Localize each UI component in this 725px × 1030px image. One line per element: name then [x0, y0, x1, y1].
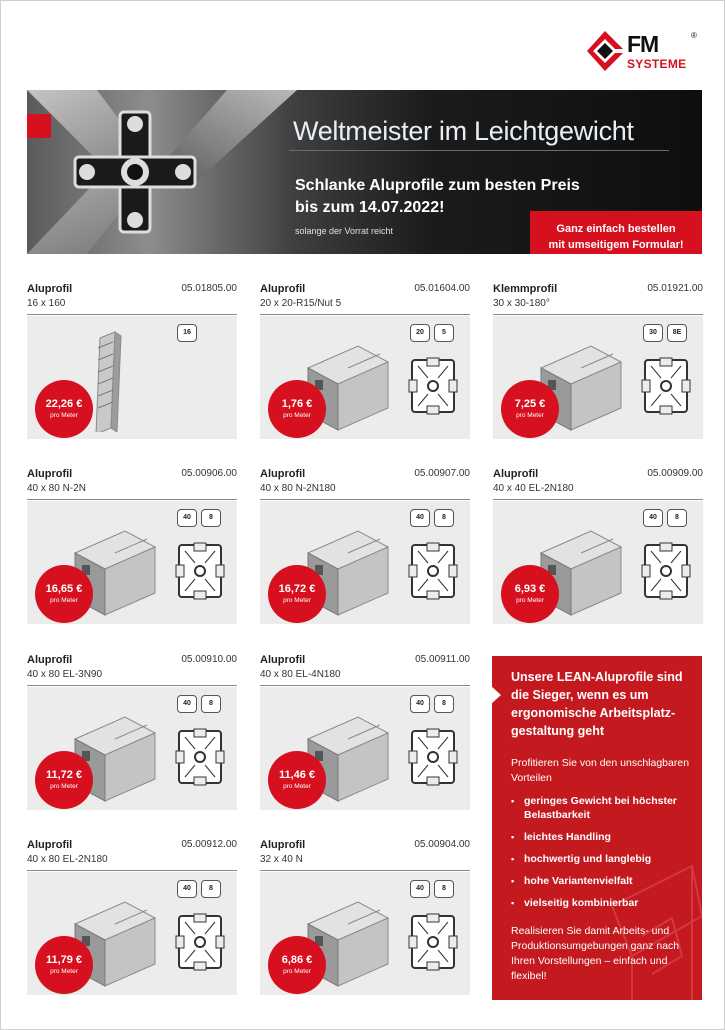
product-dimensions: 16 x 160 [27, 298, 66, 309]
panel-headline: Unsere LEAN-Aluprofile sind die Sieger, wenn es um ergonomische Arbeitsplatz-gestaltung geht [511, 670, 683, 738]
product-divider [27, 870, 237, 871]
product-image-area [260, 501, 470, 624]
spec-icons [643, 509, 699, 529]
product-card [260, 839, 470, 995]
spec-icon: 8 [434, 509, 454, 527]
product-divider [27, 499, 237, 500]
order-cta-box[interactable] [530, 211, 702, 254]
banner-subtitle-line2: bis zum 14.07.2022! [295, 199, 445, 216]
price-unit: pro Meter [516, 412, 544, 419]
benefit-item: ▪ hohe Variantenvielfalt [511, 874, 696, 888]
aluminium-profile-photo [27, 90, 297, 254]
spec-icons [177, 324, 233, 344]
spec-icon: 20 [410, 324, 430, 342]
product-card [260, 468, 470, 624]
spec-icons [643, 324, 699, 344]
product-divider [493, 499, 703, 500]
benefit-item: ▪ leichtes Handling [511, 830, 696, 844]
product-image-area [27, 872, 237, 995]
profile-cross-section-image [639, 356, 693, 416]
product-dimensions: 40 x 80 N-2N180 [260, 483, 336, 494]
product-card [260, 283, 470, 439]
spec-icon: 30 [643, 324, 663, 342]
product-name: Aluprofil [27, 839, 73, 851]
spec-icons [410, 695, 466, 715]
benefit-list [511, 794, 696, 918]
benefit-item: ▪ geringes Gewicht bei höchster Belastbarkeit [511, 794, 696, 822]
price-unit: pro Meter [50, 783, 78, 790]
product-name: Aluprofil [260, 839, 306, 851]
spec-icons [177, 695, 233, 715]
spec-icon: 5 [434, 324, 454, 342]
spec-icons [177, 509, 233, 529]
price-value: 16,65 € [45, 583, 83, 595]
banner-note: solange der Vorrat reicht [295, 226, 394, 236]
price-badge [35, 380, 93, 438]
product-article-number: 05.00904.00 [414, 839, 470, 850]
product-card [260, 654, 470, 810]
product-image-area [27, 687, 237, 810]
spec-icon: 16 [177, 324, 197, 342]
product-image-area [493, 316, 703, 439]
spec-icon: 8 [434, 880, 454, 898]
product-card [493, 283, 703, 439]
price-unit: pro Meter [516, 597, 544, 604]
cta-line2: mit umseitigem Formular! [548, 239, 684, 251]
profile-cross-section-image [639, 541, 693, 601]
price-value: 16,72 € [278, 583, 316, 595]
product-image-area [493, 501, 703, 624]
product-name: Aluprofil [27, 283, 73, 295]
profile-cross-section-image [406, 727, 460, 787]
product-divider [260, 685, 470, 686]
price-value: 11,46 € [278, 769, 316, 781]
price-unit: pro Meter [50, 412, 78, 419]
product-card [27, 839, 237, 995]
product-divider [27, 314, 237, 315]
product-divider [493, 314, 703, 315]
product-article-number: 05.00906.00 [181, 468, 237, 479]
spec-icon: 40 [177, 509, 197, 527]
price-badge [35, 936, 93, 994]
product-name: Klemmprofil [493, 283, 558, 295]
price-badge [268, 380, 326, 438]
product-divider [260, 499, 470, 500]
price-badge [268, 751, 326, 809]
price-value: 22,26 € [45, 398, 83, 410]
product-dimensions: 40 x 80 EL-2N180 [27, 854, 108, 865]
product-image-area [260, 872, 470, 995]
product-article-number: 05.01604.00 [414, 283, 470, 294]
product-dimensions: 40 x 40 EL-2N180 [493, 483, 574, 494]
price-badge [501, 380, 559, 438]
panel-intro: Profitieren Sie von den unschlagbaren Vorteilen [511, 757, 690, 784]
product-name: Aluprofil [27, 468, 73, 480]
product-image-area [260, 687, 470, 810]
product-name: Aluprofil [260, 468, 306, 480]
product-dimensions: 40 x 80 N-2N [27, 483, 86, 494]
fm-systeme-logo [585, 27, 705, 77]
spec-icons [410, 509, 466, 529]
product-article-number: 05.00911.00 [415, 654, 470, 665]
price-unit: pro Meter [283, 597, 311, 604]
product-divider [27, 685, 237, 686]
spec-icon: 40 [410, 695, 430, 713]
product-card [27, 468, 237, 624]
product-name: Aluprofil [27, 654, 73, 666]
spec-icon: 8 [667, 509, 687, 527]
profile-cross-section-image [173, 912, 227, 972]
fm-logo-mark-icon [585, 29, 625, 73]
product-dimensions: 40 x 80 EL-4N180 [260, 669, 341, 680]
product-name: Aluprofil [260, 654, 306, 666]
spec-icon: 40 [177, 695, 197, 713]
red-accent-square [27, 114, 51, 138]
product-article-number: 05.00910.00 [181, 654, 237, 665]
product-image-area [27, 501, 237, 624]
product-image-area [260, 316, 470, 439]
panel-arrow-icon [492, 686, 501, 704]
hero-banner [27, 90, 702, 254]
price-unit: pro Meter [283, 412, 311, 419]
product-article-number: 05.00909.00 [647, 468, 703, 479]
logo-systeme-text: SYSTEME [627, 57, 687, 71]
profile-cross-section-image [173, 727, 227, 787]
product-name: Aluprofil [260, 283, 306, 295]
product-article-number: 05.01805.00 [181, 283, 237, 294]
price-value: 11,79 € [45, 954, 83, 966]
spec-icon: 8 [201, 880, 221, 898]
panel-closing-text: Realisieren Sie damit Arbeits- und Produktionsumgebungen ganz nach Ihren Vorstellungen – einfach und flexibel! [511, 925, 680, 982]
spec-icon: 8 [201, 695, 221, 713]
spec-icons [177, 880, 233, 900]
banner-title: Weltmeister im Leichtgewicht [293, 116, 634, 146]
price-badge [35, 565, 93, 623]
price-unit: pro Meter [50, 597, 78, 604]
product-article-number: 05.00912.00 [181, 839, 237, 850]
product-article-number: 05.01921.00 [647, 283, 703, 294]
price-value: 6,93 € [514, 583, 546, 595]
banner-subtitle-line1: Schlanke Aluprofile zum besten Preis [295, 177, 580, 194]
product-image-area [27, 316, 237, 439]
banner-divider [289, 150, 669, 151]
price-unit: pro Meter [283, 783, 311, 790]
profile-cross-section-image [406, 912, 460, 972]
spec-icon: 8E [667, 324, 687, 342]
product-dimensions: 30 x 30-180° [493, 298, 550, 309]
price-value: 1,76 € [281, 398, 313, 410]
price-badge [268, 565, 326, 623]
product-dimensions: 32 x 40 N [260, 854, 303, 865]
product-divider [260, 314, 470, 315]
spec-icon: 40 [177, 880, 197, 898]
price-value: 6,86 € [281, 954, 313, 966]
product-dimensions: 20 x 20-R15/Nut 5 [260, 298, 342, 309]
profile-cross-section-image [406, 356, 460, 416]
product-card [493, 468, 703, 624]
price-badge [501, 565, 559, 623]
spec-icons [410, 880, 466, 900]
spec-icon: 40 [410, 509, 430, 527]
price-badge [35, 751, 93, 809]
lean-profile-info-panel [492, 656, 702, 1000]
price-unit: pro Meter [283, 968, 311, 975]
price-value: 7,25 € [514, 398, 546, 410]
profile-cross-section-image [406, 541, 460, 601]
benefit-item: ▪ vielseitig kombinierbar [511, 896, 696, 910]
spec-icon: 8 [201, 509, 221, 527]
price-value: 11,72 € [45, 769, 83, 781]
profile-cross-section-image [173, 541, 227, 601]
logo-registered-mark: ® [691, 31, 697, 40]
product-article-number: 05.00907.00 [414, 468, 470, 479]
product-dimensions: 40 x 80 EL-3N90 [27, 669, 103, 680]
spec-icon: 40 [643, 509, 663, 527]
product-name: Aluprofil [493, 468, 539, 480]
product-divider [260, 870, 470, 871]
product-card [27, 654, 237, 810]
price-unit: pro Meter [50, 968, 78, 975]
benefit-item: ▪ hochwertig und langlebig [511, 852, 696, 866]
cta-line1: Ganz einfach bestellen [556, 223, 676, 235]
spec-icons [410, 324, 466, 344]
logo-fm-text: FM [627, 31, 659, 57]
price-badge [268, 936, 326, 994]
spec-icon: 40 [410, 880, 430, 898]
product-card [27, 283, 237, 439]
spec-icon: 8 [434, 695, 454, 713]
